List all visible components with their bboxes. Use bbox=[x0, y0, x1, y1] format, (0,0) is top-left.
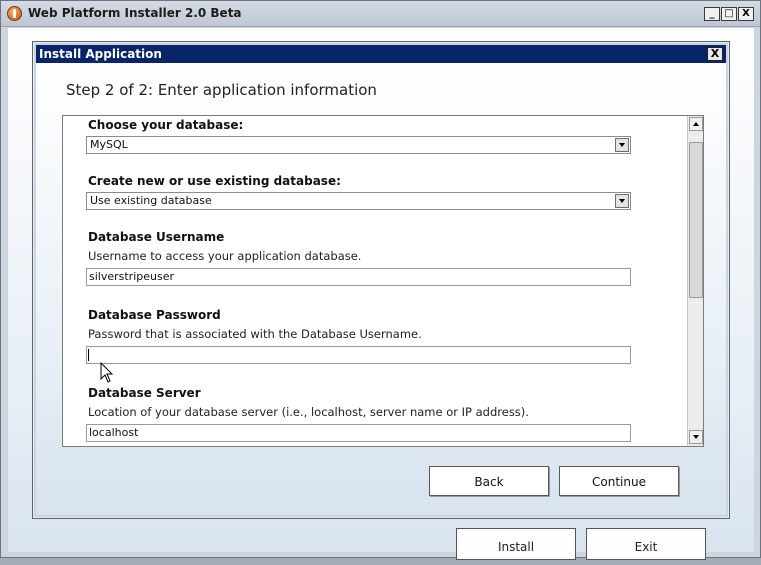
database-username-label: Database Username bbox=[88, 230, 225, 244]
minimize-button[interactable]: _ bbox=[704, 7, 720, 21]
database-password-description: Password that is associated with the Database Username. bbox=[88, 327, 422, 341]
chevron-down-icon[interactable] bbox=[615, 138, 629, 152]
dialog-titlebar[interactable] bbox=[36, 45, 726, 63]
database-username-description: Username to access your application database. bbox=[88, 249, 362, 263]
install-application-dialog bbox=[32, 41, 730, 519]
text-caret bbox=[88, 349, 89, 361]
exit-button[interactable]: Exit bbox=[586, 528, 706, 560]
database-server-description: Location of your database server (i.e., localhost, server name or IP address). bbox=[88, 405, 529, 419]
dialog-body bbox=[36, 63, 726, 515]
database-select-value: MySQL bbox=[90, 138, 128, 151]
database-username-input[interactable]: silverstripeuser bbox=[86, 268, 631, 286]
database-mode-select-value: Use existing database bbox=[90, 194, 212, 207]
window-title: Web Platform Installer 2.0 Beta bbox=[28, 6, 242, 20]
mouse-pointer-icon bbox=[100, 362, 114, 384]
step-title: Step 2 of 2: Enter application information bbox=[66, 81, 377, 99]
scroll-up-icon[interactable] bbox=[689, 117, 703, 131]
scroll-down-icon[interactable] bbox=[689, 430, 703, 444]
form-scrollbar[interactable] bbox=[687, 116, 703, 446]
continue-button[interactable]: Continue bbox=[559, 466, 679, 496]
database-server-input[interactable]: localhost bbox=[86, 424, 631, 442]
database-mode-label: Create new or use existing database: bbox=[88, 174, 341, 188]
database-password-input[interactable] bbox=[86, 346, 631, 364]
database-label: Choose your database: bbox=[88, 118, 244, 132]
database-select[interactable] bbox=[86, 136, 631, 154]
database-server-label: Database Server bbox=[88, 386, 201, 400]
app-icon bbox=[7, 6, 22, 21]
window-titlebar[interactable] bbox=[1, 1, 760, 27]
install-button[interactable]: Install bbox=[456, 528, 576, 560]
dialog-title: Install Application bbox=[39, 47, 162, 61]
chevron-down-icon[interactable] bbox=[615, 194, 629, 208]
application-form-panel bbox=[62, 115, 704, 447]
database-password-label: Database Password bbox=[88, 308, 221, 322]
maximize-button[interactable]: □ bbox=[721, 7, 737, 21]
close-button[interactable]: X bbox=[738, 7, 754, 21]
database-mode-select[interactable] bbox=[86, 192, 631, 210]
scroll-thumb[interactable] bbox=[689, 142, 703, 298]
back-button[interactable]: Back bbox=[429, 466, 549, 496]
dialog-close-button[interactable]: X bbox=[707, 47, 723, 61]
